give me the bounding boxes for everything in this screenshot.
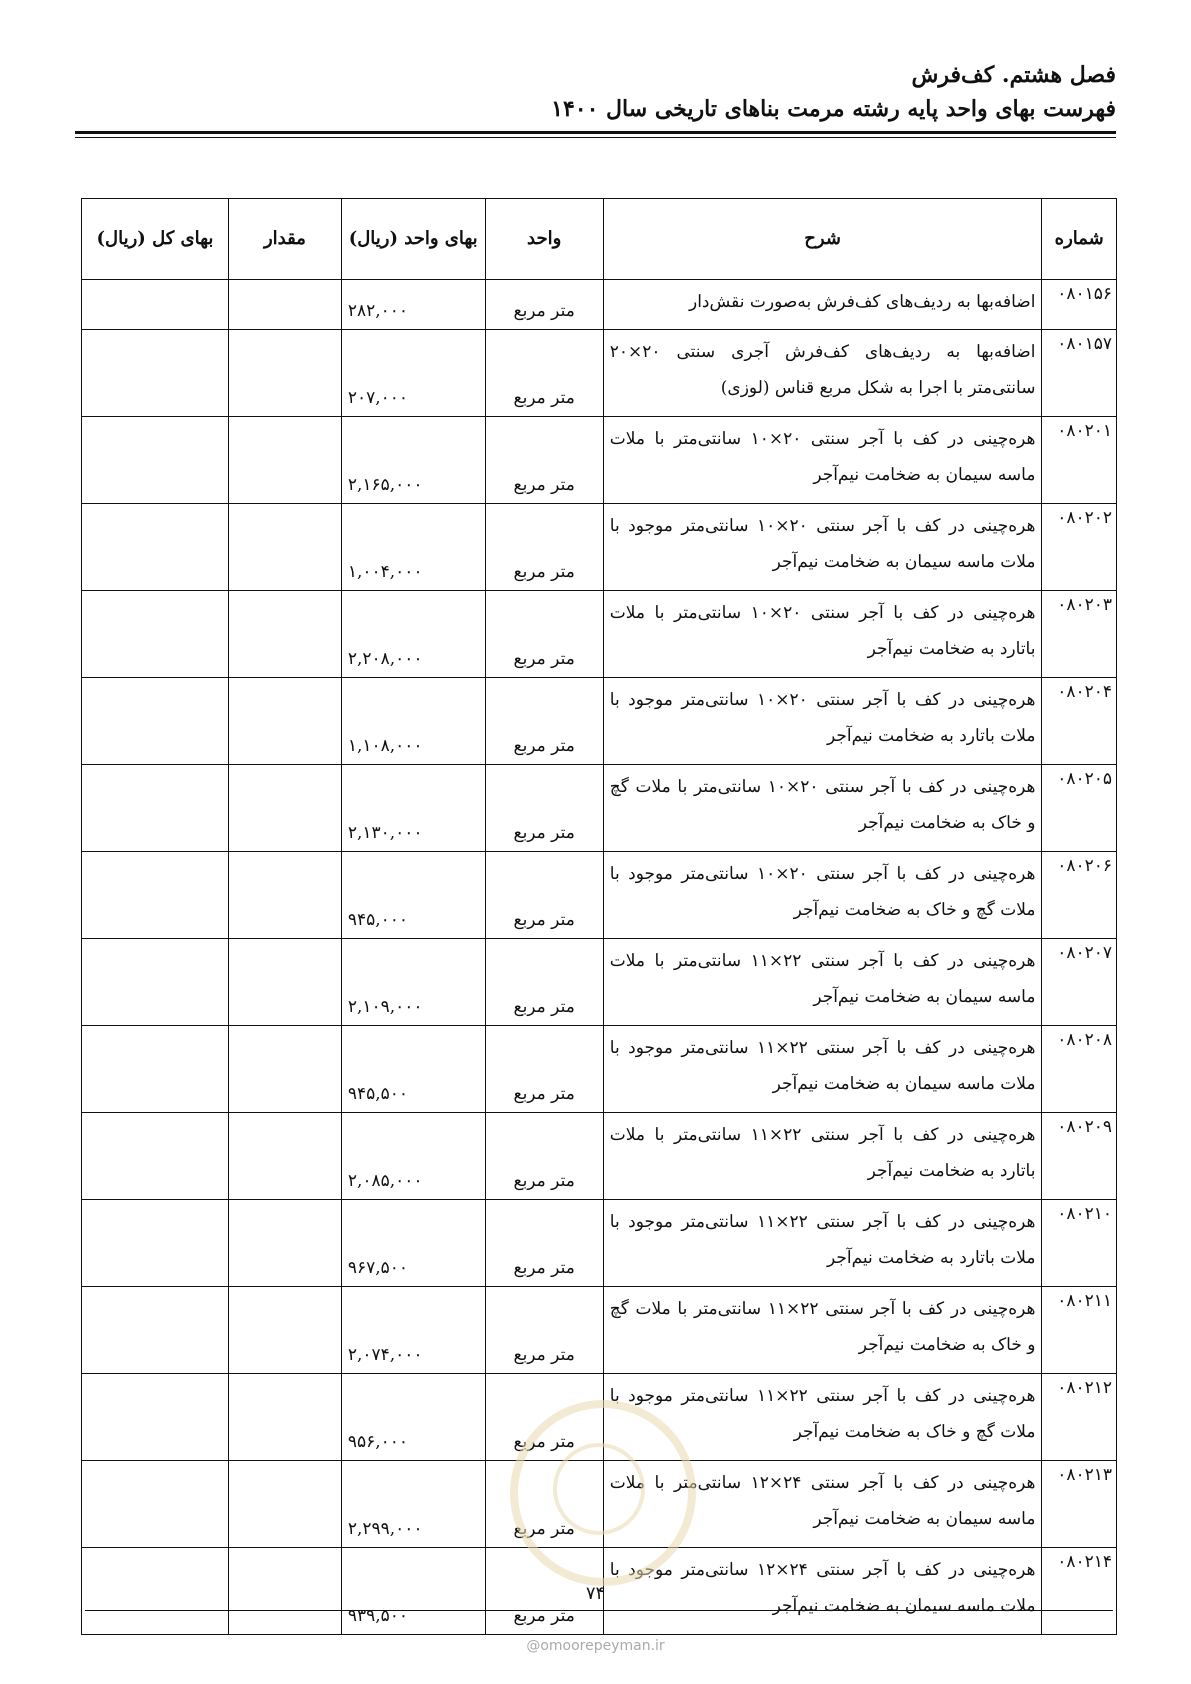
row-quantity: [228, 1200, 341, 1287]
row-description: هره‌چینی در کف با آجر سنتی ۲۲×۱۱ سانتی‌متر با ملات ماسه سیمان به ضخامت نیم‌آجر: [603, 939, 1042, 1026]
row-unit-price: ۹۴۵,۵۰۰: [341, 1026, 485, 1113]
document-title: فهرست بهای واحد پایه رشته مرمت بناهای تاریخی سال ۱۴۰۰: [551, 96, 1116, 122]
row-total-price: [82, 591, 229, 678]
row-quantity: [228, 330, 341, 417]
row-total-price: [82, 939, 229, 1026]
row-description: هره‌چینی در کف با آجر سنتی ۲۰×۱۰ سانتی‌متر موجود با ملات ماسه سیمان به ضخامت نیم‌آجر: [603, 504, 1042, 591]
row-total-price: [82, 504, 229, 591]
row-unit-price: ۲,۰۷۴,۰۰۰: [341, 1287, 485, 1374]
page-number: ۷۴: [585, 1583, 606, 1604]
row-description: هره‌چینی در کف با آجر سنتی ۲۲×۱۱ سانتی‌متر موجود با ملات ماسه سیمان به ضخامت نیم‌آجر: [603, 1026, 1042, 1113]
row-unit-price: ۹۴۵,۰۰۰: [341, 852, 485, 939]
row-unit-price: ۹۶۷,۵۰۰: [341, 1200, 485, 1287]
omoorepeyman-seal-icon: [510, 1400, 696, 1586]
row-unit: متر مربع: [485, 765, 603, 852]
row-unit: متر مربع: [485, 1113, 603, 1200]
row-number: ۰۸۰۲۰۵: [1042, 765, 1117, 852]
row-description: هره‌چینی در کف با آجر سنتی ۲۴×۱۲ سانتی‌متر موجود با ملات ماسه سیمان به ضخامت نیم‌آجر: [603, 1548, 1042, 1635]
row-unit: متر مربع: [485, 591, 603, 678]
row-quantity: [228, 1113, 341, 1200]
table-row: [82, 852, 1117, 939]
row-unit-price: ۲۰۷,۰۰۰: [341, 330, 485, 417]
row-total-price: [82, 1461, 229, 1548]
row-unit-price: ۱,۱۰۸,۰۰۰: [341, 678, 485, 765]
row-unit-price: ۲,۰۸۵,۰۰۰: [341, 1113, 485, 1200]
row-description: هره‌چینی در کف با آجر سنتی ۲۰×۱۰ سانتی‌متر با ملات باتارد به ضخامت نیم‌آجر: [603, 591, 1042, 678]
site-watermark: @omoorepeyman.ir: [526, 1638, 665, 1654]
row-number: ۰۸۰۲۱۴: [1042, 1548, 1117, 1635]
row-description: هره‌چینی در کف با آجر سنتی ۲۰×۱۰ سانتی‌متر با ملات ماسه سیمان به ضخامت نیم‌آجر: [603, 417, 1042, 504]
row-quantity: [228, 939, 341, 1026]
row-unit-price: ۹۵۶,۰۰۰: [341, 1374, 485, 1461]
row-number: ۰۸۰۲۰۷: [1042, 939, 1117, 1026]
row-unit-price: ۲,۱۰۹,۰۰۰: [341, 939, 485, 1026]
table-row: [82, 504, 1117, 591]
row-quantity: [228, 591, 341, 678]
table-row: [82, 1113, 1117, 1200]
header-rule-thin: [75, 137, 1116, 138]
row-description: اضافه‌بها به ردیف‌های کف‌فرش آجری سنتی ۲۰×۲۰ سانتی‌متر با اجرا به شکل مربع قناس (لوزی): [603, 330, 1042, 417]
table-row: [82, 417, 1117, 504]
row-unit-price: ۲,۲۹۹,۰۰۰: [341, 1461, 485, 1548]
header-total-price: بهای کل (ریال): [82, 199, 229, 280]
table-row: [82, 591, 1117, 678]
row-description: هره‌چینی در کف با آجر سنتی ۲۴×۱۲ سانتی‌متر با ملات ماسه سیمان به ضخامت نیم‌آجر: [603, 1461, 1042, 1548]
row-description: هره‌چینی در کف با آجر سنتی ۲۲×۱۱ سانتی‌متر با ملات باتارد به ضخامت نیم‌آجر: [603, 1113, 1042, 1200]
table-header-row: [82, 199, 1117, 280]
table-row: [82, 1026, 1117, 1113]
row-total-price: [82, 1026, 229, 1113]
row-unit-price: ۲,۲۰۸,۰۰۰: [341, 591, 485, 678]
row-description: اضافه‌بها به ردیف‌های کف‌فرش به‌صورت نقش‌دار: [603, 280, 1042, 330]
table-row: [82, 280, 1117, 330]
row-description: هره‌چینی در کف با آجر سنتی ۲۲×۱۱ سانتی‌متر موجود با ملات باتارد به ضخامت نیم‌آجر: [603, 1200, 1042, 1287]
table-row: [82, 678, 1117, 765]
row-total-price: [82, 1113, 229, 1200]
row-total-price: [82, 417, 229, 504]
row-unit-price: ۹۳۹,۵۰۰: [341, 1548, 485, 1635]
row-number: ۰۸۰۲۱۰: [1042, 1200, 1117, 1287]
table-row: [82, 939, 1117, 1026]
table-row: [82, 1287, 1117, 1374]
row-unit-price: ۲,۱۶۵,۰۰۰: [341, 417, 485, 504]
header-unit-price: بهای واحد (ریال): [341, 199, 485, 280]
row-unit: متر مربع: [485, 1026, 603, 1113]
row-unit: متر مربع: [485, 1374, 603, 1461]
row-unit: متر مربع: [485, 504, 603, 591]
row-quantity: [228, 1374, 341, 1461]
row-quantity: [228, 852, 341, 939]
row-unit-price: ۱,۰۰۴,۰۰۰: [341, 504, 485, 591]
header-rule-thick: [75, 131, 1116, 134]
table-row: [82, 765, 1117, 852]
row-unit: متر مربع: [485, 280, 603, 330]
row-unit: متر مربع: [485, 1461, 603, 1548]
row-total-price: [82, 1287, 229, 1374]
row-description: هره‌چینی در کف با آجر سنتی ۲۲×۱۱ سانتی‌متر با ملات گچ و خاک به ضخامت نیم‌آجر: [603, 1287, 1042, 1374]
table-row: [82, 330, 1117, 417]
row-unit: متر مربع: [485, 1287, 603, 1374]
row-unit: متر مربع: [485, 939, 603, 1026]
row-number: ۰۸۰۱۵۷: [1042, 330, 1117, 417]
row-quantity: [228, 1026, 341, 1113]
row-number: ۰۸۰۱۵۶: [1042, 280, 1117, 330]
row-description: هره‌چینی در کف با آجر سنتی ۲۰×۱۰ سانتی‌متر موجود با ملات باتارد به ضخامت نیم‌آجر: [603, 678, 1042, 765]
row-quantity: [228, 504, 341, 591]
header-description: شرح: [603, 199, 1042, 280]
row-number: ۰۸۰۲۰۹: [1042, 1113, 1117, 1200]
header-quantity: مقدار: [228, 199, 341, 280]
row-number: ۰۸۰۲۰۴: [1042, 678, 1117, 765]
row-unit-price: ۲۸۲,۰۰۰: [341, 280, 485, 330]
row-quantity: [228, 678, 341, 765]
row-unit: متر مربع: [485, 1200, 603, 1287]
row-quantity: [228, 1461, 341, 1548]
row-description: هره‌چینی در کف با آجر سنتی ۲۰×۱۰ سانتی‌متر با ملات گچ و خاک به ضخامت نیم‌آجر: [603, 765, 1042, 852]
row-number: ۰۸۰۲۰۸: [1042, 1026, 1117, 1113]
row-unit: متر مربع: [485, 330, 603, 417]
row-unit: متر مربع: [485, 1548, 603, 1635]
row-total-price: [82, 330, 229, 417]
row-quantity: [228, 417, 341, 504]
row-number: ۰۸۰۲۰۳: [1042, 591, 1117, 678]
row-number: ۰۸۰۲۱۱: [1042, 1287, 1117, 1374]
row-number: ۰۸۰۲۰۱: [1042, 417, 1117, 504]
row-unit: متر مربع: [485, 852, 603, 939]
row-total-price: [82, 1374, 229, 1461]
footer-rule: [85, 1610, 1113, 1611]
row-quantity: [228, 280, 341, 330]
row-unit: متر مربع: [485, 678, 603, 765]
row-description: هره‌چینی در کف با آجر سنتی ۲۲×۱۱ سانتی‌متر موجود با ملات گچ و خاک به ضخامت نیم‌آجر: [603, 1374, 1042, 1461]
page-header: [551, 58, 1116, 126]
table-row: [82, 1200, 1117, 1287]
row-number: ۰۸۰۲۰۲: [1042, 504, 1117, 591]
row-quantity: [228, 765, 341, 852]
row-number: ۰۸۰۲۰۶: [1042, 852, 1117, 939]
row-unit: متر مربع: [485, 417, 603, 504]
row-quantity: [228, 1287, 341, 1374]
row-total-price: [82, 280, 229, 330]
row-total-price: [82, 1200, 229, 1287]
row-total-price: [82, 678, 229, 765]
row-unit-price: ۲,۱۳۰,۰۰۰: [341, 765, 485, 852]
row-number: ۰۸۰۲۱۲: [1042, 1374, 1117, 1461]
chapter-title: فصل هشتم. کف‌فرش: [911, 62, 1116, 88]
row-number: ۰۸۰۲۱۳: [1042, 1461, 1117, 1548]
row-total-price: [82, 765, 229, 852]
row-description: هره‌چینی در کف با آجر سنتی ۲۰×۱۰ سانتی‌متر موجود با ملات گچ و خاک به ضخامت نیم‌آجر: [603, 852, 1042, 939]
header-number: شماره: [1042, 199, 1117, 280]
row-total-price: [82, 852, 229, 939]
header-unit: واحد: [485, 199, 603, 280]
